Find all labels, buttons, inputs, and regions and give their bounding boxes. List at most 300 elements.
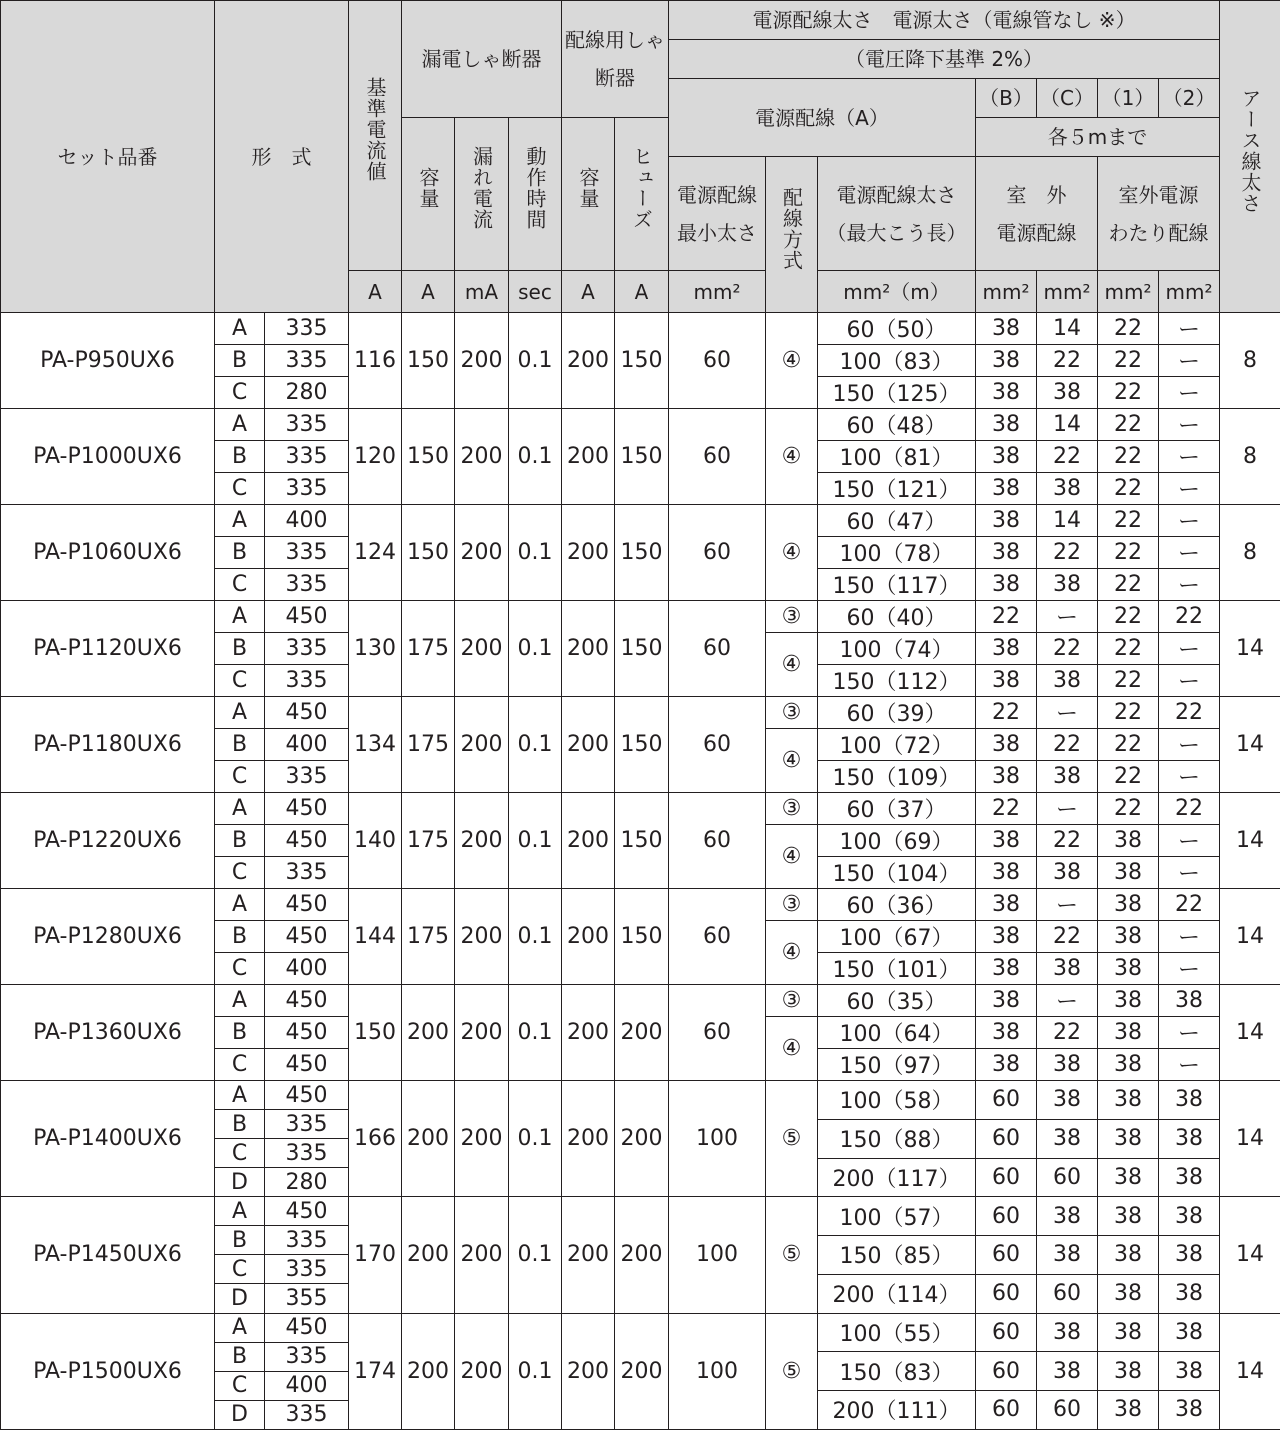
unit-value: 450 [265, 1049, 349, 1081]
mccb-fuse: 150 [615, 601, 669, 697]
model-name: PA-P950UX6 [1, 313, 215, 409]
outdoor-c: 14 [1037, 409, 1098, 441]
unit-value: 335 [265, 537, 349, 569]
outdoor-b: 60 [976, 1352, 1037, 1391]
unit-col-c: mm² [1037, 271, 1098, 313]
base-current: 130 [349, 601, 402, 697]
outdoor-b: 22 [976, 793, 1037, 825]
unit-label: C [215, 1255, 265, 1284]
base-current: 134 [349, 697, 402, 793]
unit-value: 335 [265, 473, 349, 505]
wiring-method: ④ [766, 825, 818, 889]
cross-2: 38 [1159, 1236, 1220, 1275]
unit-label: B [215, 825, 265, 857]
wire-size-length: 150（112） [818, 665, 976, 697]
model-name: PA-P1180UX6 [1, 697, 215, 793]
wire-size-length: 100（81） [818, 441, 976, 473]
elcb-capacity: 175 [402, 889, 455, 985]
wire-size-length: 150（104） [818, 857, 976, 889]
outdoor-b: 60 [976, 1158, 1037, 1197]
wire-size-length: 200（114） [818, 1274, 976, 1313]
outdoor-c: 14 [1037, 313, 1098, 345]
unit-elcb-capacity: A [402, 271, 455, 313]
elcb-capacity: 150 [402, 505, 455, 601]
outdoor-c: 38 [1037, 665, 1098, 697]
cross-1: 22 [1098, 761, 1159, 793]
outdoor-c: 38 [1037, 1352, 1098, 1391]
unit-label: A [215, 1081, 265, 1110]
unit-label: B [215, 441, 265, 473]
cross-2: 38 [1159, 1197, 1220, 1236]
outdoor-c: ー [1037, 985, 1098, 1017]
min-size: 100 [669, 1197, 766, 1313]
wire-size-length: 60（37） [818, 793, 976, 825]
outdoor-b: 38 [976, 409, 1037, 441]
cross-1: 22 [1098, 665, 1159, 697]
wiring-method: ④ [766, 409, 818, 505]
model-name: PA-P1120UX6 [1, 601, 215, 697]
elcb-leak: 200 [455, 1197, 509, 1313]
wire-size-length: 60（39） [818, 697, 976, 729]
unit-value: 450 [265, 1081, 349, 1110]
wire-size-length: 100（72） [818, 729, 976, 761]
outdoor-b: 38 [976, 441, 1037, 473]
table-row [1, 313, 1280, 345]
mccb-fuse: 150 [615, 409, 669, 505]
elcb-capacity: 200 [402, 1197, 455, 1313]
min-size: 60 [669, 505, 766, 601]
wire-size-length: 60（48） [818, 409, 976, 441]
cross-2: ー [1159, 569, 1220, 601]
outdoor-b: 22 [976, 601, 1037, 633]
unit-label: B [215, 1226, 265, 1255]
unit-label: C [215, 1139, 265, 1168]
cross-1: 38 [1098, 889, 1159, 921]
cross-1: 38 [1098, 1352, 1159, 1391]
elcb-leak: 200 [455, 985, 509, 1081]
unit-value: 280 [265, 377, 349, 409]
outdoor-c: 38 [1037, 953, 1098, 985]
cross-1: 22 [1098, 409, 1159, 441]
elcb-leak: 200 [455, 1313, 509, 1429]
wiring-method: ③ [766, 601, 818, 633]
elcb-leak: 200 [455, 505, 509, 601]
header-outdoor-wiring: 室 外 電源配線 [976, 157, 1098, 271]
mccb-capacity: 200 [562, 1197, 615, 1313]
mccb-capacity: 200 [562, 985, 615, 1081]
elcb-capacity: 200 [402, 1081, 455, 1197]
cross-2: ー [1159, 633, 1220, 665]
cross-2: ー [1159, 1017, 1220, 1049]
header-col-1: （1） [1098, 79, 1159, 118]
earth-size: 14 [1220, 889, 1280, 985]
unit-value: 450 [265, 793, 349, 825]
unit-label: B [215, 537, 265, 569]
model-name: PA-P1220UX6 [1, 793, 215, 889]
cross-1: 22 [1098, 793, 1159, 825]
outdoor-c: 60 [1037, 1391, 1098, 1430]
model-name: PA-P1000UX6 [1, 409, 215, 505]
outdoor-c: 38 [1037, 473, 1098, 505]
header-mccb-capacity: 容量 [562, 118, 615, 271]
mccb-fuse: 200 [615, 1313, 669, 1429]
cross-1: 38 [1098, 1049, 1159, 1081]
cross-2: ー [1159, 537, 1220, 569]
cross-1: 38 [1098, 1313, 1159, 1352]
outdoor-c: 22 [1037, 825, 1098, 857]
header-elcb-leak: 漏れ電流 [455, 118, 509, 271]
unit-value: 335 [265, 1400, 349, 1429]
model-name: PA-P1400UX6 [1, 1081, 215, 1197]
cross-1: 22 [1098, 601, 1159, 633]
unit-value: 335 [265, 665, 349, 697]
wiring-method: ③ [766, 985, 818, 1017]
mccb-fuse: 150 [615, 793, 669, 889]
wire-size-length: 60（36） [818, 889, 976, 921]
wire-size-length: 200（117） [818, 1158, 976, 1197]
wire-size-length: 150（85） [818, 1236, 976, 1275]
elcb-time: 0.1 [509, 985, 562, 1081]
wire-size-length: 100（64） [818, 1017, 976, 1049]
elcb-leak: 200 [455, 601, 509, 697]
unit-col-1: mm² [1098, 271, 1159, 313]
base-current: 140 [349, 793, 402, 889]
wiring-method: ④ [766, 505, 818, 601]
min-size: 60 [669, 697, 766, 793]
unit-label: B [215, 633, 265, 665]
unit-value: 335 [265, 569, 349, 601]
earth-size: 14 [1220, 601, 1280, 697]
min-size: 60 [669, 889, 766, 985]
unit-label: C [215, 665, 265, 697]
model-name: PA-P1500UX6 [1, 1313, 215, 1429]
unit-value: 450 [265, 1017, 349, 1049]
mccb-capacity: 200 [562, 505, 615, 601]
base-current: 120 [349, 409, 402, 505]
outdoor-b: 38 [976, 633, 1037, 665]
wire-size-length: 100（57） [818, 1197, 976, 1236]
outdoor-c: 60 [1037, 1274, 1098, 1313]
unit-value: 335 [265, 313, 349, 345]
cross-1: 38 [1098, 1197, 1159, 1236]
mccb-capacity: 200 [562, 1081, 615, 1197]
unit-max-length: mm²（m） [818, 271, 976, 313]
cross-1: 38 [1098, 825, 1159, 857]
base-current: 116 [349, 313, 402, 409]
elcb-time: 0.1 [509, 1081, 562, 1197]
unit-value: 355 [265, 1284, 349, 1313]
outdoor-c: ー [1037, 793, 1098, 825]
base-current: 124 [349, 505, 402, 601]
elcb-leak: 200 [455, 313, 509, 409]
elcb-time: 0.1 [509, 1197, 562, 1313]
outdoor-b: 60 [976, 1081, 1037, 1120]
header-col-2: （2） [1159, 79, 1220, 118]
unit-label: D [215, 1168, 265, 1197]
cross-2: 38 [1159, 1313, 1220, 1352]
earth-size: 14 [1220, 985, 1280, 1081]
unit-label: A [215, 1197, 265, 1226]
cross-1: 38 [1098, 1274, 1159, 1313]
table-header [1, 1, 1280, 313]
wire-size-length: 100（74） [818, 633, 976, 665]
base-current: 170 [349, 1197, 402, 1313]
outdoor-b: 60 [976, 1313, 1037, 1352]
wiring-method: ③ [766, 793, 818, 825]
outdoor-b: 38 [976, 729, 1037, 761]
unit-value: 335 [265, 1139, 349, 1168]
cross-1: 22 [1098, 729, 1159, 761]
unit-value: 400 [265, 505, 349, 537]
outdoor-c: 22 [1037, 1017, 1098, 1049]
wire-size-length: 100（83） [818, 345, 976, 377]
header-each-5m: 各５mまで [976, 118, 1220, 157]
outdoor-b: 38 [976, 921, 1037, 953]
cross-2: ー [1159, 345, 1220, 377]
model-name: PA-P1360UX6 [1, 985, 215, 1081]
unit-label: C [215, 1049, 265, 1081]
cross-1: 38 [1098, 1017, 1159, 1049]
unit-label: B [215, 729, 265, 761]
wire-size-length: 150（88） [818, 1119, 976, 1158]
mccb-capacity: 200 [562, 697, 615, 793]
base-current: 144 [349, 889, 402, 985]
cross-2: ー [1159, 857, 1220, 889]
wire-size-length: 60（50） [818, 313, 976, 345]
table-row [1, 1081, 1280, 1091]
header-method: 配線方式 [766, 157, 818, 313]
unit-label: B [215, 921, 265, 953]
unit-base: A [349, 271, 402, 313]
cross-2: ー [1159, 313, 1220, 345]
unit-value: 335 [265, 409, 349, 441]
header-min-size: 電源配線 最小太さ [669, 157, 766, 271]
cross-2: ー [1159, 729, 1220, 761]
unit-label: A [215, 889, 265, 921]
unit-elcb-leak: mA [455, 271, 509, 313]
header-max-length: 電源配線太さ （最大こう長） [818, 157, 976, 271]
unit-label: D [215, 1400, 265, 1429]
outdoor-c: 14 [1037, 505, 1098, 537]
cross-1: 22 [1098, 345, 1159, 377]
cross-1: 38 [1098, 921, 1159, 953]
elcb-leak: 200 [455, 793, 509, 889]
wiring-method: ④ [766, 633, 818, 697]
cross-2: ー [1159, 761, 1220, 793]
elcb-capacity: 175 [402, 601, 455, 697]
header-earth: アース線太さ [1220, 1, 1280, 313]
unit-col-b: mm² [976, 271, 1037, 313]
base-current: 174 [349, 1313, 402, 1429]
cross-1: 22 [1098, 505, 1159, 537]
header-col-b: （B） [976, 79, 1037, 118]
cross-2: 22 [1159, 601, 1220, 633]
outdoor-b: 38 [976, 953, 1037, 985]
outdoor-c: 60 [1037, 1158, 1098, 1197]
elcb-leak: 200 [455, 697, 509, 793]
outdoor-c: ー [1037, 889, 1098, 921]
cross-1: 38 [1098, 1236, 1159, 1275]
cross-1: 22 [1098, 441, 1159, 473]
table-row [1, 697, 1280, 729]
outdoor-c: 38 [1037, 1197, 1098, 1236]
elcb-time: 0.1 [509, 1313, 562, 1429]
cross-1: 22 [1098, 377, 1159, 409]
cross-2: ー [1159, 505, 1220, 537]
elcb-time: 0.1 [509, 601, 562, 697]
mccb-capacity: 200 [562, 601, 615, 697]
wire-size-length: 100（69） [818, 825, 976, 857]
table-row [1, 1197, 1280, 1207]
unit-label: C [215, 473, 265, 505]
cross-2: ー [1159, 665, 1220, 697]
elcb-time: 0.1 [509, 313, 562, 409]
cross-2: ー [1159, 825, 1220, 857]
header-power-wiring-a: 電源配線（A） [669, 79, 976, 157]
outdoor-c: 22 [1037, 633, 1098, 665]
unit-value: 335 [265, 1110, 349, 1139]
unit-value: 335 [265, 633, 349, 665]
outdoor-b: 38 [976, 569, 1037, 601]
outdoor-b: 38 [976, 825, 1037, 857]
min-size: 60 [669, 793, 766, 889]
wire-size-length: 100（78） [818, 537, 976, 569]
outdoor-b: 38 [976, 313, 1037, 345]
unit-value: 450 [265, 601, 349, 633]
unit-value: 450 [265, 697, 349, 729]
elcb-capacity: 200 [402, 1313, 455, 1429]
earth-size: 14 [1220, 697, 1280, 793]
header-elcb: 漏電しゃ断器 [402, 1, 562, 118]
unit-label: A [215, 505, 265, 537]
mccb-fuse: 150 [615, 889, 669, 985]
earth-size: 14 [1220, 1081, 1280, 1197]
header-col-c: （C） [1037, 79, 1098, 118]
unit-value: 280 [265, 1168, 349, 1197]
cross-2: ー [1159, 1049, 1220, 1081]
earth-size: 14 [1220, 1313, 1280, 1429]
unit-label: B [215, 1110, 265, 1139]
earth-size: 14 [1220, 793, 1280, 889]
cross-1: 22 [1098, 313, 1159, 345]
header-elcb-time: 動作時間 [509, 118, 562, 271]
elcb-leak: 200 [455, 409, 509, 505]
wire-size-length: 100（58） [818, 1081, 976, 1120]
unit-value: 450 [265, 825, 349, 857]
cross-2: ー [1159, 921, 1220, 953]
outdoor-c: 38 [1037, 857, 1098, 889]
elcb-capacity: 175 [402, 697, 455, 793]
outdoor-c: 38 [1037, 1313, 1098, 1352]
outdoor-c: ー [1037, 697, 1098, 729]
unit-col-2: mm² [1159, 271, 1220, 313]
unit-value: 335 [265, 441, 349, 473]
wiring-method: ⑤ [766, 1081, 818, 1197]
unit-label: B [215, 1017, 265, 1049]
outdoor-c: 22 [1037, 345, 1098, 377]
unit-value: 400 [265, 953, 349, 985]
unit-min-size: mm² [669, 271, 766, 313]
outdoor-b: 38 [976, 857, 1037, 889]
unit-value: 450 [265, 921, 349, 953]
unit-label: B [215, 345, 265, 377]
outdoor-b: 60 [976, 1119, 1037, 1158]
wiring-method: ③ [766, 889, 818, 921]
wire-size-length: 150（121） [818, 473, 976, 505]
cross-2: 38 [1159, 1352, 1220, 1391]
outdoor-b: 38 [976, 665, 1037, 697]
wire-size-length: 150（97） [818, 1049, 976, 1081]
mccb-capacity: 200 [562, 889, 615, 985]
header-mccb-fuse: ヒューズ [615, 118, 669, 271]
cross-2: 38 [1159, 1274, 1220, 1313]
outdoor-b: 38 [976, 1017, 1037, 1049]
cross-1: 22 [1098, 697, 1159, 729]
cross-2: ー [1159, 377, 1220, 409]
model-name: PA-P1280UX6 [1, 889, 215, 985]
cross-2: 22 [1159, 889, 1220, 921]
table-row [1, 985, 1280, 1017]
outdoor-c: 38 [1037, 377, 1098, 409]
elcb-leak: 200 [455, 1081, 509, 1197]
unit-label: A [215, 793, 265, 825]
elcb-capacity: 175 [402, 793, 455, 889]
header-type: 形 式 [215, 1, 349, 313]
elcb-time: 0.1 [509, 793, 562, 889]
unit-value: 335 [265, 857, 349, 889]
unit-label: C [215, 569, 265, 601]
unit-label: D [215, 1284, 265, 1313]
wiring-method: ③ [766, 697, 818, 729]
cross-1: 38 [1098, 985, 1159, 1017]
unit-label: C [215, 377, 265, 409]
cross-1: 22 [1098, 473, 1159, 505]
model-name: PA-P1450UX6 [1, 1197, 215, 1313]
cross-2: 38 [1159, 1081, 1220, 1120]
unit-label: A [215, 313, 265, 345]
cross-2: ー [1159, 409, 1220, 441]
elcb-time: 0.1 [509, 409, 562, 505]
outdoor-c: 38 [1037, 1049, 1098, 1081]
mccb-fuse: 200 [615, 985, 669, 1081]
unit-mccb-capacity: A [562, 271, 615, 313]
outdoor-b: 38 [976, 377, 1037, 409]
min-size: 60 [669, 313, 766, 409]
cross-1: 22 [1098, 569, 1159, 601]
base-current: 166 [349, 1081, 402, 1197]
outdoor-b: 22 [976, 697, 1037, 729]
unit-value: 400 [265, 1371, 349, 1400]
cross-1: 22 [1098, 633, 1159, 665]
outdoor-b: 60 [976, 1274, 1037, 1313]
mccb-capacity: 200 [562, 409, 615, 505]
mccb-fuse: 150 [615, 313, 669, 409]
elcb-time: 0.1 [509, 697, 562, 793]
outdoor-c: 22 [1037, 729, 1098, 761]
unit-value: 450 [265, 985, 349, 1017]
mccb-fuse: 150 [615, 505, 669, 601]
table-row [1, 505, 1280, 537]
unit-label: A [215, 697, 265, 729]
table-row [1, 793, 1280, 825]
unit-label: A [215, 409, 265, 441]
mccb-fuse: 200 [615, 1197, 669, 1313]
outdoor-b: 60 [976, 1236, 1037, 1275]
min-size: 60 [669, 601, 766, 697]
mccb-capacity: 200 [562, 1313, 615, 1429]
cross-1: 38 [1098, 1119, 1159, 1158]
earth-size: 8 [1220, 313, 1280, 409]
